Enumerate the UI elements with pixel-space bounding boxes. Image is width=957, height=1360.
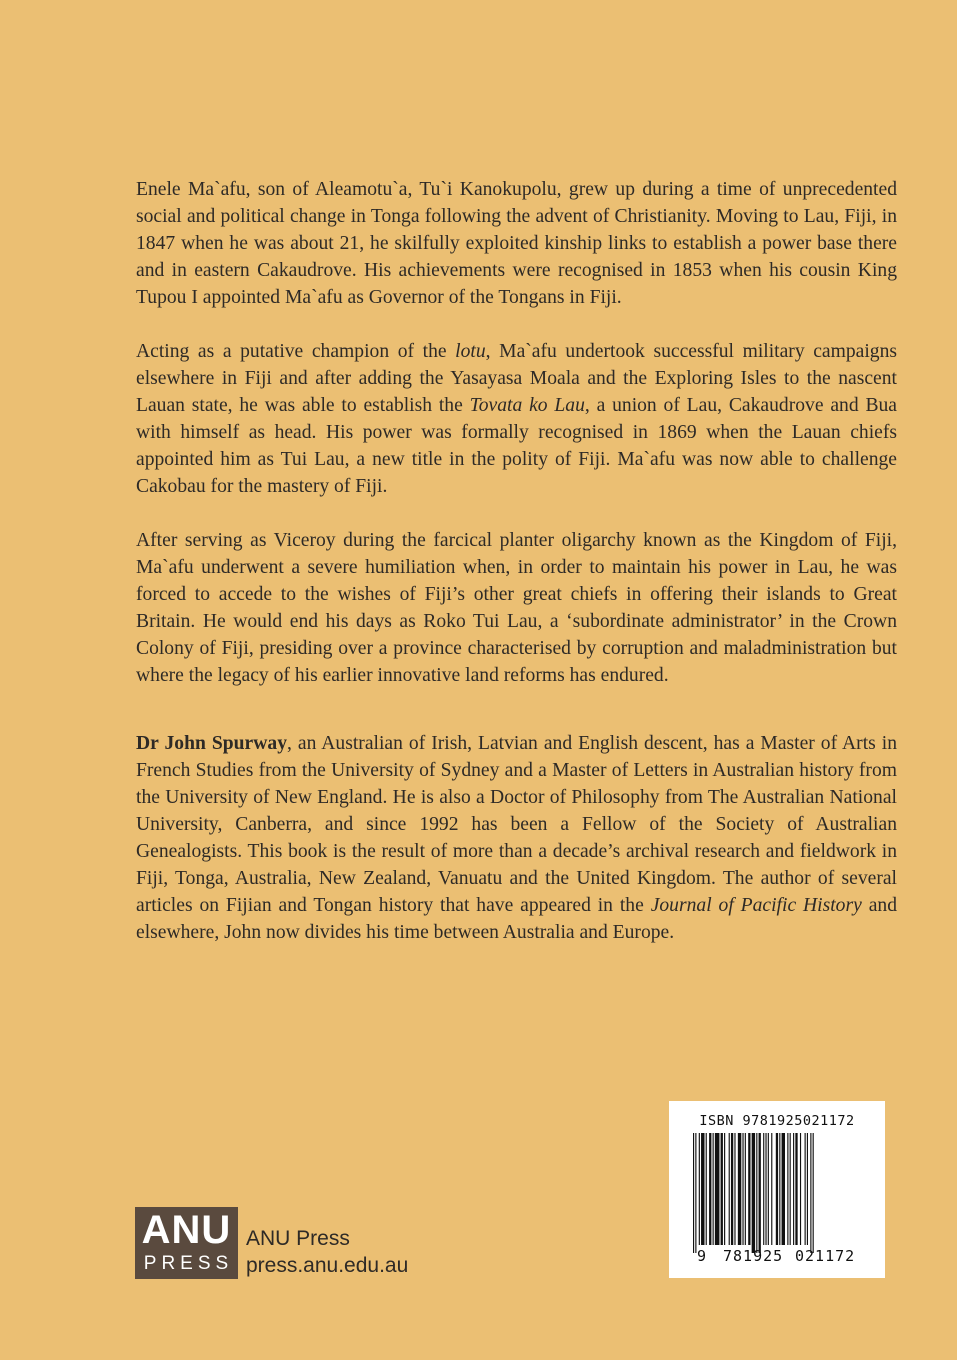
blurb-paragraph-2: Acting as a putative champion of the lotu, Ma`afu undertook successful military campaigns elsewhere in Fiji and after adding the Yasayasa Moala and the Exploring Isles to the nascent Lauan state, he was able to establish the Tovata ko Lau, a union of Lau, Cakaudrove and Bua with himself as head. His power was formally recognised in 1869 when the Lauan chiefs appointed him as Tui Lau, a new title in the polity of Fiji. Ma`afu was now able to challenge Cakobau for the mastery of Fiji. bbox=[136, 341, 898, 497]
isbn-barcode bbox=[669, 1101, 885, 1278]
back-cover-blurb bbox=[136, 176, 897, 973]
journal-title: Journal of Pacific History bbox=[650, 895, 862, 916]
tovata-term: Tovata ko Lau bbox=[469, 395, 585, 416]
logo-anu-text: ANU bbox=[141, 1208, 232, 1252]
author-name: Dr John Spurway bbox=[136, 733, 287, 754]
isbn-label: ISBN 9781925021172 bbox=[699, 1113, 855, 1129]
isbn-digit-first: 9 bbox=[697, 1247, 707, 1265]
isbn-digits-right: 021172 bbox=[795, 1247, 856, 1265]
isbn-digits-left: 781925 bbox=[723, 1247, 784, 1265]
blurb-paragraph-1: Enele Ma`afu, son of Aleamotu`a, Tu`i Kanokupolu, grew up during a time of unprecedented social and political change in Tonga following the advent of Christianity. Moving to Lau, Fiji, in 1847 when he was about 21, he skilfully exploited kinship links to establish a power base there and in eastern Cakaudrove. His achievements were recognised in 1853 when his cousin King Tupou I appointed Ma`afu as Governor of the Tongans in Fiji. bbox=[136, 179, 897, 308]
anu-press-logo bbox=[135, 1207, 238, 1279]
author-bio: Dr John Spurway, an Australian of Irish, Latvian and English descent, has a Master of Arts in French Studies from the University of Sydney and a Master of Letters in Australian history from the University of New England. He is also a Doctor of Philosophy from The Australian National University, Canberra, and since 1992 has been a Fellow of the Society of Australian Genealogists. This book is the result of more than a decade’s archival research and fieldwork in Fiji, Tonga, Australia, New Zealand, Vanuatu and the United Kingdom. The author of several articles on Fijian and Tongan history that have appeared in the Journal of Pacific History and elsewhere, John now divides his time between Australia and Europe. bbox=[136, 733, 898, 943]
publisher-name: ANU Press bbox=[246, 1227, 350, 1250]
barcode-bars bbox=[693, 1133, 861, 1253]
publisher-url: press.anu.edu.au bbox=[246, 1254, 409, 1277]
blurb-paragraph-3: After serving as Viceroy during the farcical planter oligarchy known as the Kingdom of Fiji, Ma`afu underwent a severe humiliation when, in order to maintain his power in Lau, he was forced to accede to the wishes of Fiji’s other great chiefs in offering their islands to Great Britain. He would end his days as Roko Tui Lau, a ‘subordinate administrator’ in the Crown Colony of Fiji, presiding over a province characterised by corruption and maladministration but where the legacy of his earlier innovative land reforms has endured. bbox=[136, 530, 897, 686]
lotu-term: lotu bbox=[455, 341, 486, 362]
logo-press-text: PRESS bbox=[143, 1253, 234, 1274]
publisher-info bbox=[246, 1225, 408, 1279]
